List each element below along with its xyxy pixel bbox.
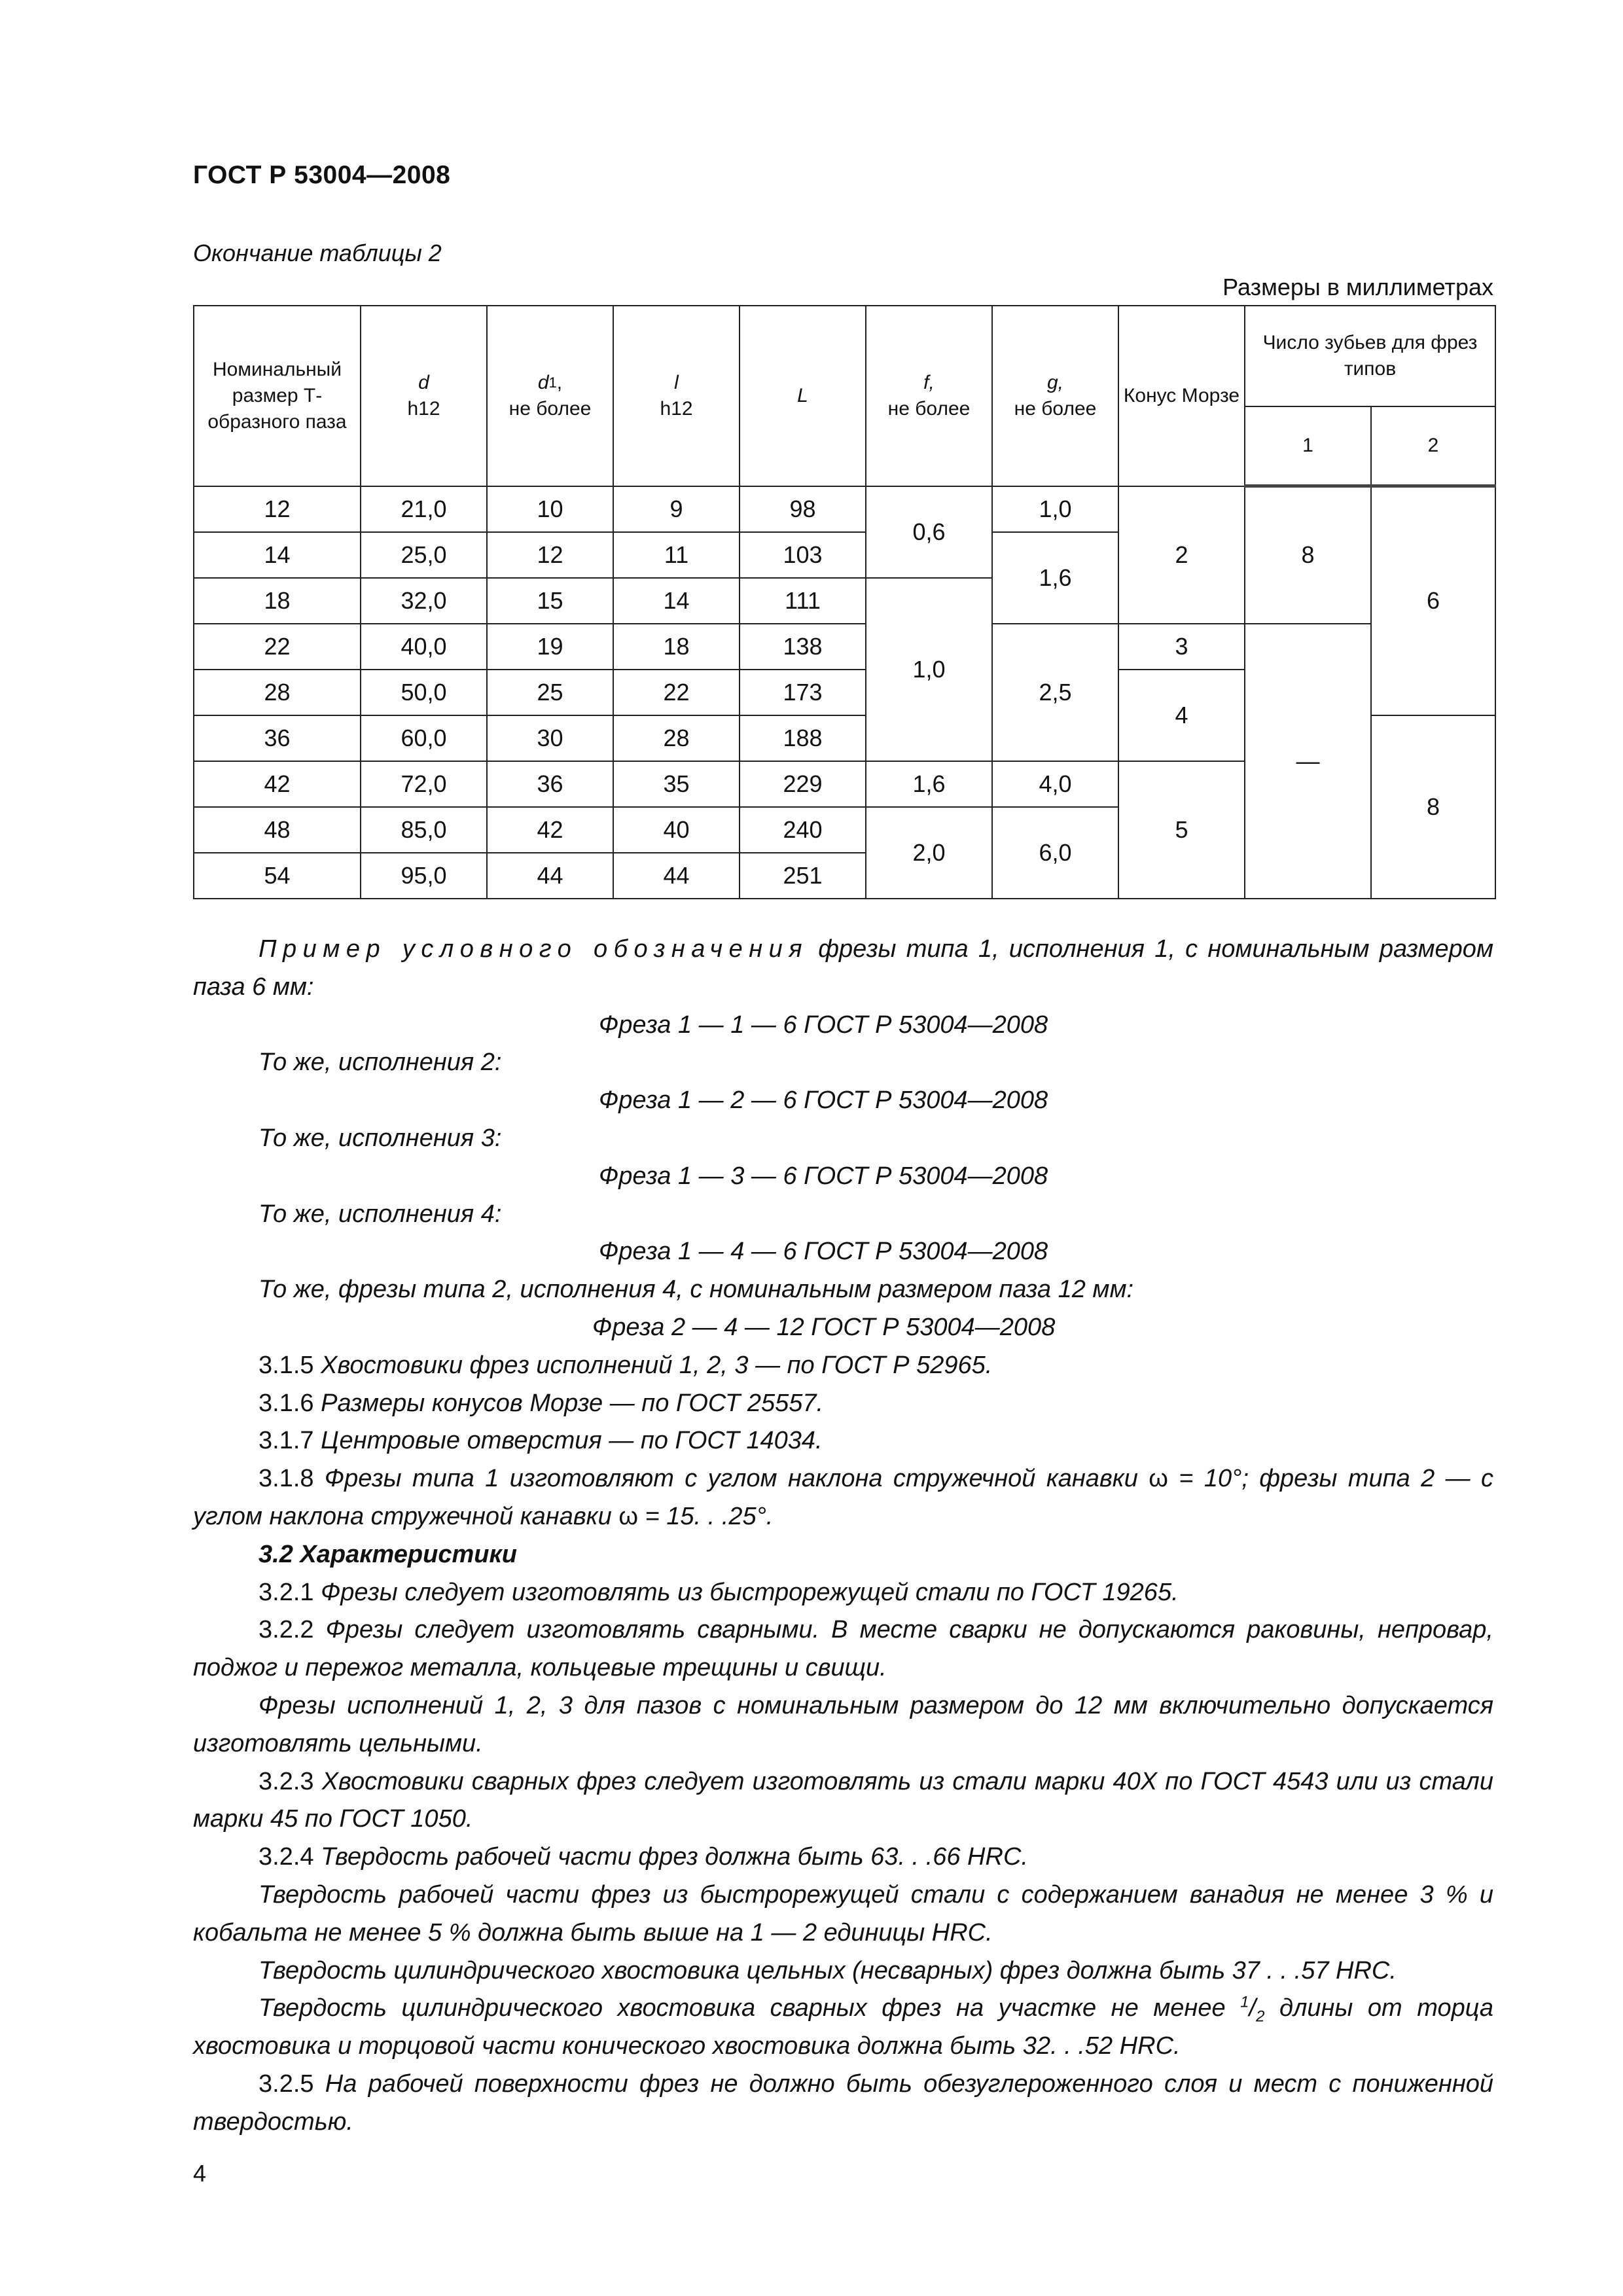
clause-number: 3.1.8 (259, 1465, 314, 1493)
clause-3-1-6 (193, 1385, 1493, 1423)
header-type-2: 2 (1371, 406, 1495, 486)
header-g (992, 306, 1118, 486)
cell-g: 1,0 (992, 486, 1118, 532)
cell-d1: 12 (487, 532, 613, 578)
designation-formula: Фреза 1 — 2 — 6 ГОСТ Р 53004—2008 (599, 1086, 1048, 1115)
omega-symbol: ω (618, 1502, 638, 1530)
cell-d: 60,0 (361, 715, 487, 761)
clause-text: Хвостовики сварных фрез следует изготовлять из стали марки 40Х по ГОСТ 4543 или из стали марки 45 по ГОСТ 1050. (193, 1767, 1493, 1833)
clause-number: 3.1.7 (259, 1427, 314, 1455)
clause-text: = 10°; фрезы типа 2 — с углом наклона стружечной канавки (193, 1465, 1494, 1530)
cell-morse: 2 (1118, 486, 1245, 624)
clause-text: Фрезы следует изготовлять из быстрорежущей стали по ГОСТ 19265. (321, 1578, 1179, 1606)
cell-l: 18 (613, 624, 740, 670)
section-3-2-heading (193, 1536, 1493, 1574)
cell-d: 32,0 (361, 578, 487, 624)
cell-d: 95,0 (361, 853, 487, 899)
cell-f: 2,0 (866, 807, 992, 899)
fraction-numerator: 1 (1240, 1993, 1249, 2011)
cell-g: 6,0 (992, 807, 1118, 899)
table-row (194, 486, 1495, 532)
fraction-denominator: 2 (1256, 2007, 1265, 2026)
cell-l: 35 (613, 761, 740, 807)
variant-note: То же, исполнения 2: (259, 1049, 502, 1077)
clause-text: Фрезы типа 1 изготовляют с углом наклона стружечной канавки (324, 1465, 1149, 1493)
cell-d: 25,0 (361, 532, 487, 578)
cell-d: 50,0 (361, 670, 487, 715)
cell-l: 44 (613, 853, 740, 899)
cell-d1: 25 (487, 670, 613, 715)
clause-3-2-2-continued: Фрезы исполнений 1, 2, 3 для пазов с номинальным размером до 12 мм включительно допускается изготовлять цельными. (193, 1691, 1493, 1757)
clause-text: Центровые отверстия — по ГОСТ 14034. (321, 1427, 823, 1455)
header-d1-index: 1 (548, 374, 557, 391)
clause-number: 3.1.6 (259, 1389, 314, 1417)
clause-number: 3.2.4 (259, 1843, 314, 1871)
clause-3-2-4-welded-shank (193, 1990, 1493, 2066)
cell-f: 0,6 (866, 486, 992, 578)
header-d1-limit: не более (508, 397, 592, 420)
header-d (361, 306, 487, 486)
cell-size: 54 (194, 853, 361, 899)
cell-L: 98 (740, 486, 866, 532)
clause-text: Размеры конусов Морзе — по ГОСТ 25557. (321, 1389, 824, 1417)
clause-3-2-5 (193, 2066, 1493, 2142)
table-units-note: Размеры в миллиметрах (1222, 274, 1493, 300)
example-text: фрезы типа 1, исполнения 1, с номинальным размером паза 6 мм: (193, 935, 1493, 1001)
cell-d: 85,0 (361, 807, 487, 853)
cell-d1: 19 (487, 624, 613, 670)
cell-L: 240 (740, 807, 866, 853)
cell-l: 28 (613, 715, 740, 761)
cell-size: 22 (194, 624, 361, 670)
clause-text: Твердость рабочей части фрез должна быть 63. . .66 HRC. (321, 1843, 1028, 1871)
header-f-symbol: f, (923, 372, 935, 394)
clause-text: Твердость цилиндрического хвостовика сварных фрез на участке не менее (259, 1994, 1241, 2022)
header-type-1: 1 (1245, 406, 1371, 486)
cell-teeth-type1: — (1245, 624, 1371, 899)
clause-3-1-5 (193, 1347, 1493, 1385)
clause-text: Фрезы следует изготовлять сварными. В месте сварки не допускаются раковины, непровар, поджог и пережог металла, кольцевые трещины и свищи. (193, 1616, 1493, 1682)
table-caption: Окончание таблицы 2 (193, 240, 442, 266)
cell-d1: 36 (487, 761, 613, 807)
designation-formula: Фреза 1 — 3 — 6 ГОСТ Р 53004—2008 (599, 1162, 1048, 1190)
cell-g: 1,6 (992, 532, 1118, 624)
clause-text: На рабочей поверхности фрез не должно быть обезуглероженного слоя и мест с пониженной твердостью. (193, 2070, 1493, 2136)
header-g-limit: не более (1014, 397, 1097, 420)
clause-number: 3.2.2 (259, 1616, 314, 1644)
cell-teeth-type2: 6 (1371, 486, 1495, 715)
cell-l: 11 (613, 532, 740, 578)
cell-size: 18 (194, 578, 361, 624)
clause-3-1-8 (193, 1460, 1493, 1536)
cell-d1: 42 (487, 807, 613, 853)
table-row (194, 624, 1495, 670)
designation-formula: Фреза 1 — 1 — 6 ГОСТ Р 53004—2008 (599, 1011, 1048, 1039)
header-teeth-count: Число зубьев для фрез типов (1245, 306, 1495, 406)
header-l (613, 306, 740, 486)
clause-3-2-1 (193, 1574, 1493, 1612)
clause-number: 3.2.3 (259, 1767, 314, 1795)
header-d1: d1, не более (487, 306, 613, 486)
header-d-symbol: d (418, 372, 429, 394)
cell-d1: 15 (487, 578, 613, 624)
cell-L: 103 (740, 532, 866, 578)
header-f (866, 306, 992, 486)
clause-3-2-4 (193, 1839, 1493, 1876)
variant-note: То же, исполнения 4: (259, 1200, 502, 1228)
designation-formula: Фреза 2 — 4 — 12 ГОСТ Р 53004—2008 (592, 1313, 1056, 1341)
designation-formula: Фреза 1 — 4 — 6 ГОСТ Р 53004—2008 (599, 1238, 1048, 1266)
cell-size: 48 (194, 807, 361, 853)
cell-g: 2,5 (992, 624, 1118, 761)
cell-teeth-type2: 8 (1371, 715, 1495, 899)
clause-text: = 15. . .25°. (637, 1502, 774, 1530)
cell-morse: 3 (1118, 624, 1245, 670)
cell-teeth-type1: 8 (1245, 486, 1371, 624)
header-l-tolerance: h12 (660, 397, 693, 420)
cell-g: 4,0 (992, 761, 1118, 807)
cell-L: 229 (740, 761, 866, 807)
clause-text: Хвостовики фрез исполнений 1, 2, 3 — по ГОСТ Р 52965. (321, 1351, 993, 1379)
cell-d: 21,0 (361, 486, 487, 532)
cell-l: 40 (613, 807, 740, 853)
cell-f: 1,6 (866, 761, 992, 807)
header-morse-taper: Конус Морзе (1118, 306, 1245, 486)
header-L: L (740, 306, 866, 486)
clause-text: длины от торца хвостовика и торцовой части конического хвостовика должна быть 32. . .52 HRC. (193, 1994, 1494, 2060)
cell-morse: 5 (1118, 761, 1245, 899)
header-d1-symbol: d (537, 372, 549, 394)
header-nominal-size: Номинальный размер Т-образного паза (194, 306, 361, 486)
clause-number: 3.2.5 (259, 2070, 314, 2098)
omega-symbol: ω (1149, 1465, 1168, 1493)
cell-L: 173 (740, 670, 866, 715)
header-d-tolerance: h12 (407, 397, 440, 420)
example-lead: Пример условного обозначения (259, 935, 809, 963)
cell-L: 138 (740, 624, 866, 670)
dimensions-table (193, 305, 1496, 899)
cell-morse: 4 (1118, 670, 1245, 761)
clause-number: 3.2.1 (259, 1578, 314, 1606)
body-text (193, 931, 1493, 2142)
cell-size: 14 (194, 532, 361, 578)
fraction-one-half: $^1/_2$ (1240, 1993, 1265, 2026)
clause-3-2-4-solid-shank: Твердость цилиндрического хвостовика цельных (несварных) фрез должна быть 37 . . .57 HRC. (259, 1956, 1397, 1984)
clause-number: 3.1.5 (259, 1351, 314, 1379)
header-f-limit: не более (887, 397, 971, 420)
table-header-row (194, 306, 1495, 406)
clause-3-1-7 (193, 1422, 1493, 1460)
section-title: Характеристики (300, 1540, 517, 1568)
section-number: 3.2 (259, 1540, 293, 1568)
cell-f: 1,0 (866, 578, 992, 761)
cell-L: 111 (740, 578, 866, 624)
variant-note: То же, исполнения 3: (259, 1124, 502, 1152)
header-g-symbol: g, (1046, 372, 1064, 394)
cell-d1: 30 (487, 715, 613, 761)
cell-size: 12 (194, 486, 361, 532)
cell-d1: 44 (487, 853, 613, 899)
example-paragraph (193, 931, 1493, 1007)
cell-d: 40,0 (361, 624, 487, 670)
clause-3-2-4-vanadium: Твердость рабочей части фрез из быстрорежущей стали с содержанием ванадия не менее 3 % и кобальта не менее 5 % должна быть выше на 1 — 2 единицы HRC. (193, 1880, 1493, 1946)
cell-L: 251 (740, 853, 866, 899)
cell-d: 72,0 (361, 761, 487, 807)
clause-3-2-2 (193, 1611, 1493, 1687)
page-number: 4 (193, 2160, 207, 2187)
cell-size: 36 (194, 715, 361, 761)
cell-d1: 10 (487, 486, 613, 532)
cell-l: 14 (613, 578, 740, 624)
clause-3-2-3 (193, 1763, 1493, 1839)
cell-l: 22 (613, 670, 740, 715)
cell-l: 9 (613, 486, 740, 532)
variant-note: То же, фрезы типа 2, исполнения 4, с номинальным размером паза 12 мм: (259, 1276, 1134, 1304)
document-header: ГОСТ Р 53004—2008 (193, 161, 451, 189)
cell-size: 28 (194, 670, 361, 715)
cell-L: 188 (740, 715, 866, 761)
header-l-symbol: l (674, 372, 679, 394)
cell-size: 42 (194, 761, 361, 807)
